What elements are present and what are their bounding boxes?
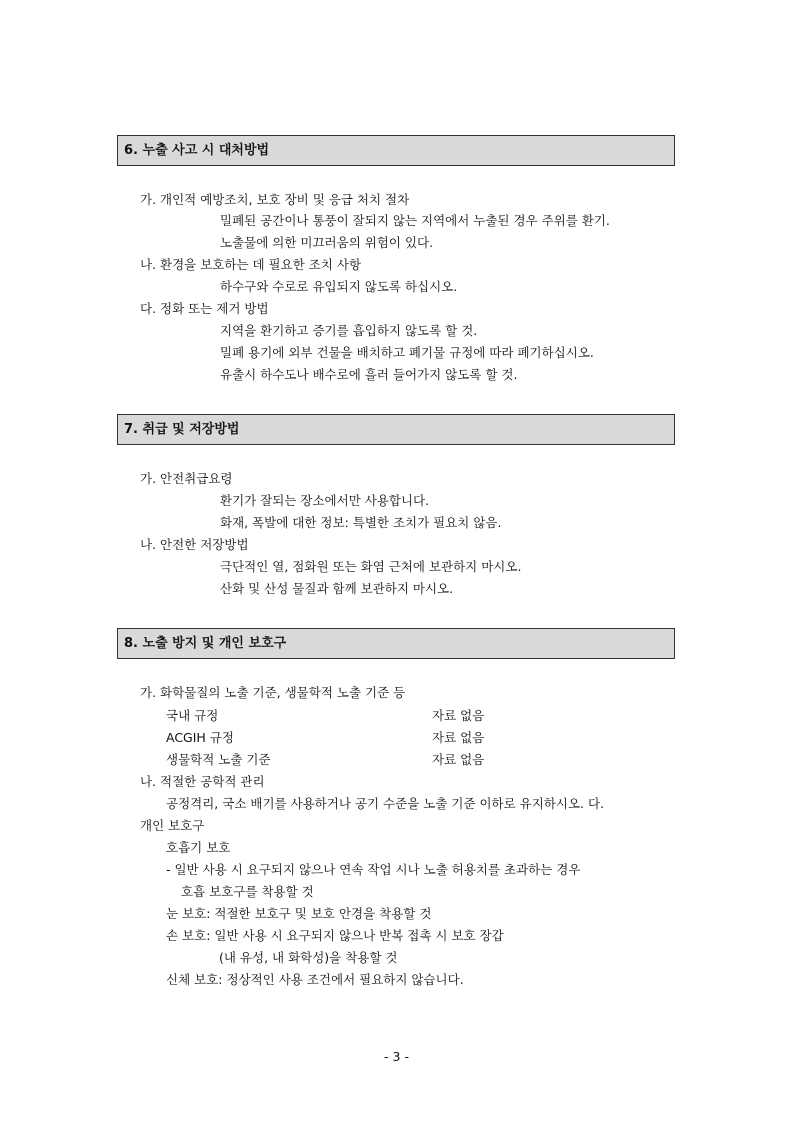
sec6-item-c-line2: 밀폐 용기에 외부 건물을 배치하고 폐기물 규정에 따라 폐기하십시오.	[220, 345, 594, 360]
sec6-item-a: 가. 개인적 예방조치, 보호 장비 및 응급 처치 절차	[140, 192, 410, 207]
sec7-item-b: 나. 안전한 저장방법	[140, 537, 249, 552]
sec6-item-b-line1: 하수구와 수로로 유입되지 않도록 하십시오.	[220, 279, 458, 294]
sec7-item-a-line1: 환기가 잘되는 장소에서만 사용합니다.	[220, 493, 430, 508]
hand-protection: 손 보호: 일반 사용 시 요구되지 않으나 반복 접촉 시 보호 장갑	[166, 928, 504, 943]
section-6-header: 6. 누출 사고 시 대처방법	[117, 135, 675, 166]
sec6-item-c: 다. 정화 또는 제거 방법	[140, 301, 269, 316]
exposure-row-label: ACGIH 규정	[166, 730, 234, 745]
section-8-header: 8. 노출 방지 및 개인 보호구	[117, 628, 675, 659]
sec7-item-b-line2: 산화 및 산성 물질과 함께 보관하지 마시오.	[220, 581, 454, 596]
eye-protection: 눈 보호: 적절한 보호구 및 보호 안경을 착용할 것	[166, 906, 432, 921]
respiratory-protection-line2: 호흡 보호구를 착용할 것	[181, 884, 314, 899]
respiratory-protection-line1: - 일반 사용 시 요구되지 않으나 연속 작업 시나 노출 허용치를 초과하는 경우	[166, 862, 581, 877]
sec7-item-a: 가. 안전취급요령	[140, 471, 233, 486]
sec6-item-a-line1: 밀폐된 공간이나 통풍이 잘되지 않는 지역에서 누출된 경우 주위를 환기.	[220, 213, 610, 228]
sec8-item-b: 나. 적절한 공학적 관리	[140, 774, 265, 789]
exposure-row-value: 자료 없음	[432, 708, 485, 723]
sec6-item-b: 나. 환경을 보호하는 데 필요한 조치 사항	[140, 257, 362, 272]
exposure-row-value: 자료 없음	[432, 752, 485, 767]
respiratory-protection: 호흡기 보호	[166, 840, 231, 855]
page-number: - 3 -	[384, 1049, 409, 1064]
sec8-item-c: 개인 보호구	[140, 818, 205, 833]
sec6-item-c-line1: 지역을 환기하고 증기를 흡입하지 않도록 할 것.	[220, 323, 478, 338]
exposure-row-value: 자료 없음	[432, 730, 485, 745]
sec7-item-a-line2: 화재, 폭발에 대한 정보: 특별한 조치가 필요치 않음.	[220, 515, 502, 530]
sec7-item-b-line1: 극단적인 열, 점화원 또는 화염 근처에 보관하지 마시오.	[220, 559, 522, 574]
sec8-item-b-line1: 공정격리, 국소 배기를 사용하거나 공기 수준을 노출 기준 이하로 유지하시오. 다.	[166, 796, 605, 811]
body-protection: 신체 보호: 정상적인 사용 조건에서 필요하지 않습니다.	[166, 972, 464, 987]
hand-protection-line2: (내 유성, 내 화학성)을 착용할 것	[219, 950, 398, 965]
sec6-item-c-line3: 유출시 하수도나 배수로에 흘러 들어가지 않도록 할 것.	[220, 367, 518, 382]
sec8-item-a: 가. 화학물질의 노출 기준, 생물학적 노출 기준 등	[140, 685, 406, 700]
section-7-header: 7. 취급 및 저장방법	[117, 414, 675, 445]
exposure-row-label: 생물학적 노출 기준	[166, 752, 271, 767]
sec6-item-a-line2: 노출물에 의한 미끄러움의 위험이 있다.	[220, 235, 434, 250]
exposure-row-label: 국내 규정	[166, 708, 219, 723]
